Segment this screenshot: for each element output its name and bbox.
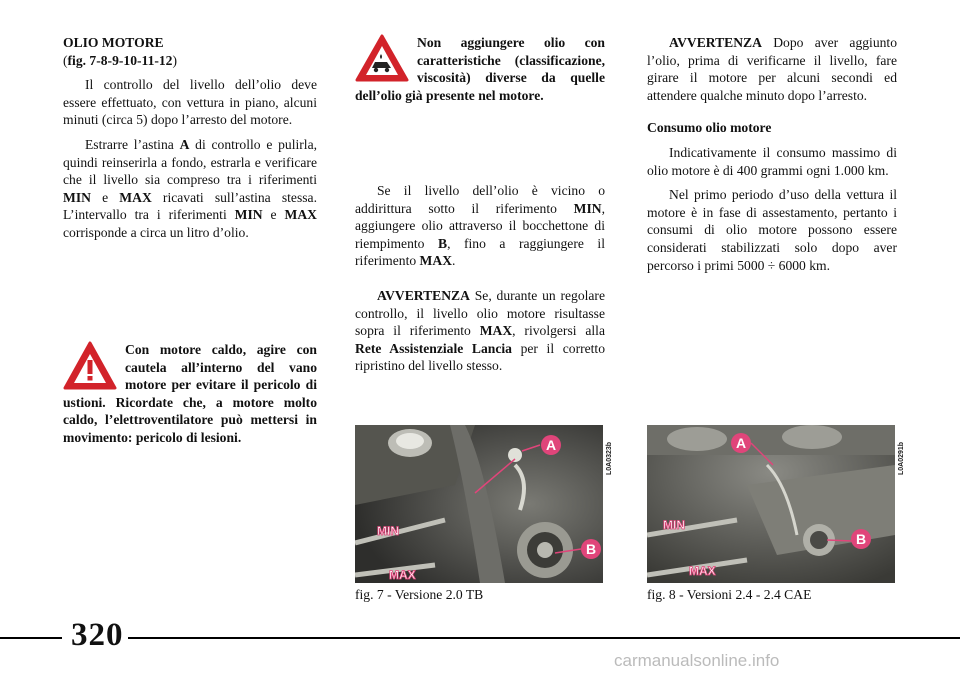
figure-7-code: L0A0323b <box>606 441 613 475</box>
figure-8-caption: fig. 8 - Versioni 2.4 - 2.4 CAE <box>647 587 812 602</box>
dipstick-min-label: MIN <box>663 518 685 532</box>
dipstick-max-label: MAX <box>389 568 416 582</box>
dipstick-min-label: MIN <box>377 524 399 538</box>
heading-consumption: Consumo olio motore <box>647 120 772 136</box>
section-title: OLIO MOTORE <box>63 35 164 50</box>
footer-rule-right <box>128 637 960 639</box>
dipstick-max-label: MAX <box>689 564 716 578</box>
paragraph-oil-check: Il controllo del livello dell’olio deve essere effettuato, con vettura in piano, alcuni minuti (circa 5) dopo l’arresto del motore. <box>63 77 317 128</box>
callout-b-label: B <box>855 531 867 547</box>
warning-oil-mixing: Non aggiungere olio con caratteristiche (classificazione, viscosità) diverse da quelle dell’olio già presente nel motore. <box>355 35 605 103</box>
paragraph-consumption: Indicativamente il consumo massimo di olio motore è di 400 grammi ogni 1.000 km. <box>647 144 897 178</box>
figure-8-code: L0A0291b <box>898 441 905 475</box>
callout-b-label: B <box>585 541 597 557</box>
paragraph-top-up: Se il livello dell’olio è vicino o addirittura sotto il riferimento MIN, aggiungere olio attraverso il bocchettone di riempimento B, fino a raggiungere il riferimento MAX. <box>355 183 605 269</box>
exclamation-triangle-icon <box>63 341 117 391</box>
footer-rule-left <box>0 637 62 639</box>
paragraph-after-adding: AVVERTENZA Dopo aver aggiunto l’olio, prima di verificarne il livello, fare girare il motore per alcuni secondi ed attendere qualche minuto dopo l’arresto. <box>647 35 897 103</box>
paragraph-overfill-warning: AVVERTENZA Se, durante un regolare controllo, il livello olio motore risultasse sopra il riferimento MAX, rivolgersi alla Rete Assistenziale Lancia per il corretto ripristino del livello stesso. <box>355 287 606 374</box>
figure-reference: (fig. 7-8-9-10-11-12) <box>63 52 178 68</box>
figure-7-caption: fig. 7 - Versione 2.0 TB <box>355 587 484 602</box>
column-right <box>647 34 897 274</box>
paragraph-dipstick: Estrarre l’astina A di controllo e pulirla, quindi reinserirla a fondo, estrarla e verificare che il livello sia compreso tra i riferimenti MIN e MAX ricavati sull’astina stessa. L’intervallo tra i riferimenti MIN e MAX corrisponde a circa un litro d’olio. <box>63 136 318 240</box>
page-number: 320 <box>71 617 124 653</box>
figure-7-photo <box>355 425 603 583</box>
figure-8-photo <box>647 425 895 583</box>
warning-hot-engine: Con motore caldo, agire con cautela all’interno del vano motore per evitare il pericolo di ustioni. Ricordate che, a motore molto caldo, l’elettroventilatore può mettersi in movimento: pericolo di lesioni. <box>63 342 317 445</box>
column-left <box>63 34 317 242</box>
callout-a-label: A <box>545 437 557 453</box>
watermark: carmanualsonline.info <box>614 651 780 670</box>
column-middle <box>355 182 605 375</box>
callout-a-label: A <box>735 435 747 451</box>
oil-car-triangle-icon <box>355 34 409 82</box>
paragraph-break-in: Nel primo periodo d’uso della vettura il motore è in fase di assestamento, pertanto i consumi di olio motore possono essere considerati stabilizzati solo dopo aver percorso i primi 5000 ÷ 6000 km. <box>647 187 897 273</box>
